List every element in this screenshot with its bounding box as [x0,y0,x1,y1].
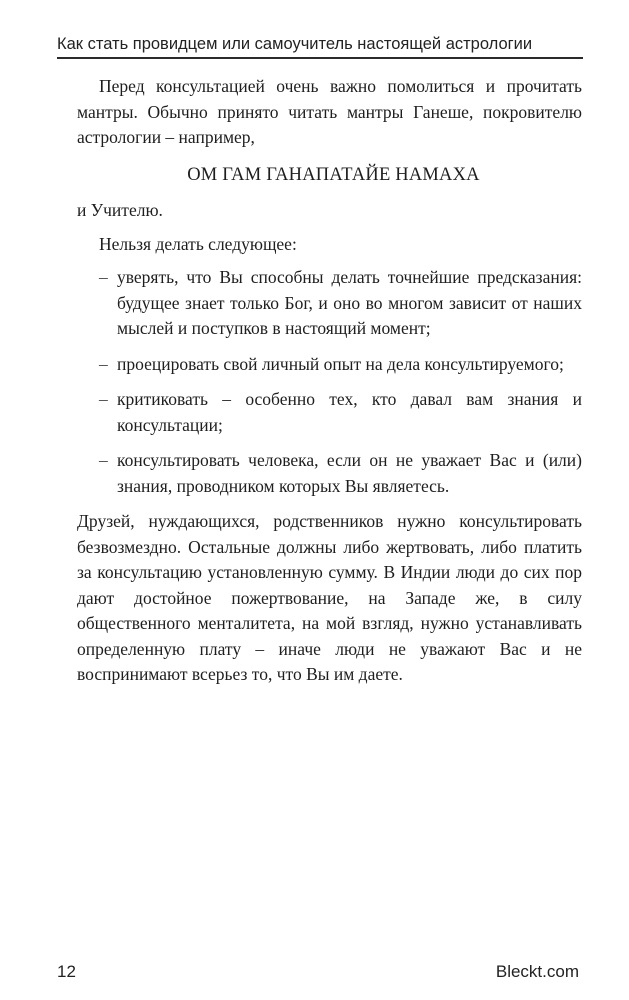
list-item-text: проецировать свой личный опыт на дела консультируемого; [117,353,564,374]
list-item-text: уверять, что Вы способны делать точнейшие предсказания: будущее знает только Бог, и оно во многом зависит от наших мыслей и поступков в настоящий момент; [117,267,582,338]
page-body [77,74,582,688]
list-item-text: консультировать человека, если он не уважает Вас и (или) знания, проводником которых Вы являетесь. [117,450,582,496]
list-item [77,265,582,342]
source-label: Bleckt.com [495,962,579,981]
list-item-text: критиковать – особенно тех, кто давал вам знания и консультации; [117,389,582,435]
header-rule [57,57,583,59]
closing-paragraph: Друзей, нуждающихся, родственников нужно консультировать безвозмездно. Остальные должны либо жертвовать, либо платить за консультацию установленную сумму. В Индии люди до сих пор дают достойное пожертвование, на Западе же, в силу общественного менталитета, на мой взгляд, нужно устанавливать определенную плату – иначе люди не уважают Вас и не воспринимают всерьез то, что Вы им даете. [77,511,582,684]
after-mantra-line: и Учителю. [77,200,163,220]
list-item [77,387,582,438]
mantra-line: ОМ ГАМ ГАНАПАТАЙЕ НАМАХА [187,164,480,185]
list-item [77,448,582,499]
intro-paragraph: Перед консультацией очень важно помолиться и прочитать мантры. Обычно принято читать мантры Ганеше, покровителю астрологии – например, [77,76,582,147]
dash-bullet: – [99,267,108,287]
dash-bullet: – [99,353,108,374]
rules-list [77,265,582,499]
dash-bullet: – [99,389,108,409]
dash-bullet: – [99,450,108,470]
rules-heading: Нельзя делать следующее: [99,233,297,254]
list-item [77,352,582,378]
page-number: 12 [57,962,76,981]
running-header: Как стать провидцем или самоучитель настоящей астрологии [57,35,533,53]
